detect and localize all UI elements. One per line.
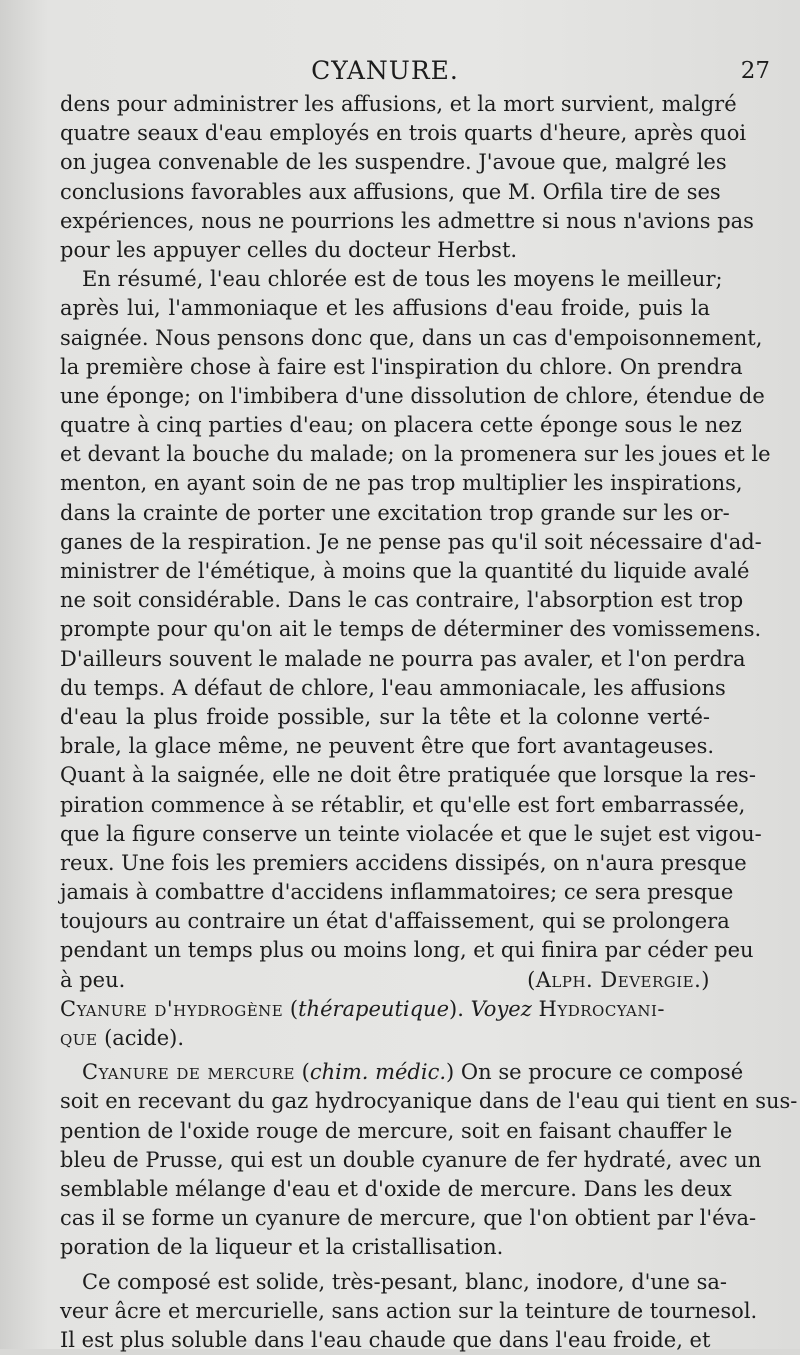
line-text: On se procure ce composé <box>461 1060 743 1084</box>
text-line: D'ailleurs souvent le malade ne pourra pas avaler, et l'on perdra <box>60 645 710 674</box>
entry-qualifier: thérapeutique <box>298 997 449 1021</box>
text-line: prompte pour qu'on ait le temps de déterminer des vomissemens. <box>60 615 710 644</box>
text-line: bleu de Prusse, qui est un double cyanure de fer hydraté, avec un <box>60 1146 710 1175</box>
text-line: Il est plus soluble dans l'eau chaude que dans l'eau froide, et <box>60 1326 710 1355</box>
running-title: CYANURE. <box>0 56 770 85</box>
entry-title: Cyanure de mercure <box>82 1060 295 1084</box>
text-line: Ce composé est solide, très-pesant, blanc, inodore, d'une sa- <box>60 1268 710 1297</box>
cross-reference-tail: (acide). <box>104 1026 184 1050</box>
text-line: ministrer de l'émétique, à moins que la quantité du liquide avalé <box>60 557 710 586</box>
page-number: 27 <box>741 58 770 84</box>
entry-heading-hydrogene: Cyanure d'hydrogène (thérapeutique). Voyez Hydrocyani- <box>60 995 710 1024</box>
text-line: du temps. A défaut de chlore, l'eau ammoniacale, les affusions <box>60 674 710 703</box>
text-line: pendant un temps plus ou moins long, et qui finira par céder peu <box>60 936 710 965</box>
text-line: d'eau la plus froide possible, sur la tête et la colonne verté- <box>60 703 710 732</box>
entry-heading-mercure: Cyanure de mercure (chim. médic.) On se procure ce composé <box>60 1058 710 1087</box>
entry-heading-hydrogene-cont <box>60 1024 710 1053</box>
text-line: on jugea convenable de les suspendre. J'avoue que, malgré les <box>60 148 710 177</box>
text-line: poration de la liqueur et la cristallisation. <box>60 1233 710 1262</box>
text-line: après lui, l'ammoniaque et les affusions d'eau froide, puis la <box>60 294 710 323</box>
text-line: reux. Une fois les premiers accidens dissipés, on n'aura presque <box>60 849 710 878</box>
text-line: menton, en ayant soin de ne pas trop multiplier les inspirations, <box>60 469 710 498</box>
entry-title: Cyanure d'hydrogène <box>60 997 283 1021</box>
text-line: toujours au contraire un état d'affaissement, qui se prolongera <box>60 907 710 936</box>
text-line: pention de l'oxide rouge de mercure, soit en faisant chauffer le <box>60 1117 710 1146</box>
text-line: veur âcre et mercurielle, sans action sur la teinture de tournesol. <box>60 1297 710 1326</box>
text-line: brale, la glace même, ne peuvent être que fort avantageuses. <box>60 732 710 761</box>
text-line: conclusions favorables aux affusions, que M. Orfila tire de ses <box>60 178 710 207</box>
text-line: Quant à la saignée, elle ne doit être pratiquée que lorsque la res- <box>60 761 710 790</box>
text-line: jamais à combattre d'accidens inflammatoires; ce sera presque <box>60 878 710 907</box>
cross-reference-target-cont: que <box>60 1026 97 1050</box>
text-line: la première chose à faire est l'inspiration du chlore. On prendra <box>60 353 710 382</box>
paragraph-block-1 <box>60 90 710 966</box>
text-line: soit en recevant du gaz hydrocyanique dans de l'eau qui tient en sus- <box>60 1087 710 1116</box>
cross-reference-target: Hydrocyani- <box>539 997 666 1021</box>
text-line: dans la crainte de porter une excitation trop grande sur les or- <box>60 499 710 528</box>
text-line: cas il se forme un cyanure de mercure, que l'on obtient par l'éva- <box>60 1204 710 1233</box>
running-head <box>0 56 800 88</box>
text-line: ganes de la respiration. Je ne pense pas qu'il soit nécessaire d'ad- <box>60 528 710 557</box>
line-text: à peu. <box>60 968 125 992</box>
paragraph-block-2 <box>60 1087 710 1262</box>
text-line: saignée. Nous pensons donc que, dans un cas d'empoisonnement, <box>60 324 710 353</box>
text-line: dens pour administrer les affusions, et la mort survient, malgré <box>60 90 710 119</box>
text-line: quatre seaux d'eau employés en trois quarts d'heure, après quoi <box>60 119 710 148</box>
text-line: une éponge; on l'imbibera d'une dissolution de chlore, étendue de <box>60 382 710 411</box>
paragraph-block-3 <box>60 1268 710 1355</box>
entry-qualifier: chim. médic. <box>310 1060 446 1084</box>
author-signature: (Alph. Devergie.) <box>527 966 710 995</box>
text-line: piration commence à se rétablir, et qu'elle est fort embarrassée, <box>60 791 710 820</box>
text-line-signature <box>60 966 710 995</box>
cross-reference-label: Voyez <box>471 997 532 1021</box>
text-line: pour les appuyer celles du docteur Herbst. <box>60 236 710 265</box>
text-line: semblable mélange d'eau et d'oxide de mercure. Dans les deux <box>60 1175 710 1204</box>
text-line: que la figure conserve un teinte violacée et que le sujet est vigou- <box>60 820 710 849</box>
text-line: et devant la bouche du malade; on la promenera sur les joues et le <box>60 440 710 469</box>
text-line: quatre à cinq parties d'eau; on placera cette éponge sous le nez <box>60 411 710 440</box>
text-line: ne soit considérable. Dans le cas contraire, l'absorption est trop <box>60 586 710 615</box>
text-line: En résumé, l'eau chlorée est de tous les moyens le meilleur; <box>60 265 710 294</box>
body-text <box>60 90 710 1355</box>
text-line: expériences, nous ne pourrions les admettre si nous n'avions pas <box>60 207 710 236</box>
